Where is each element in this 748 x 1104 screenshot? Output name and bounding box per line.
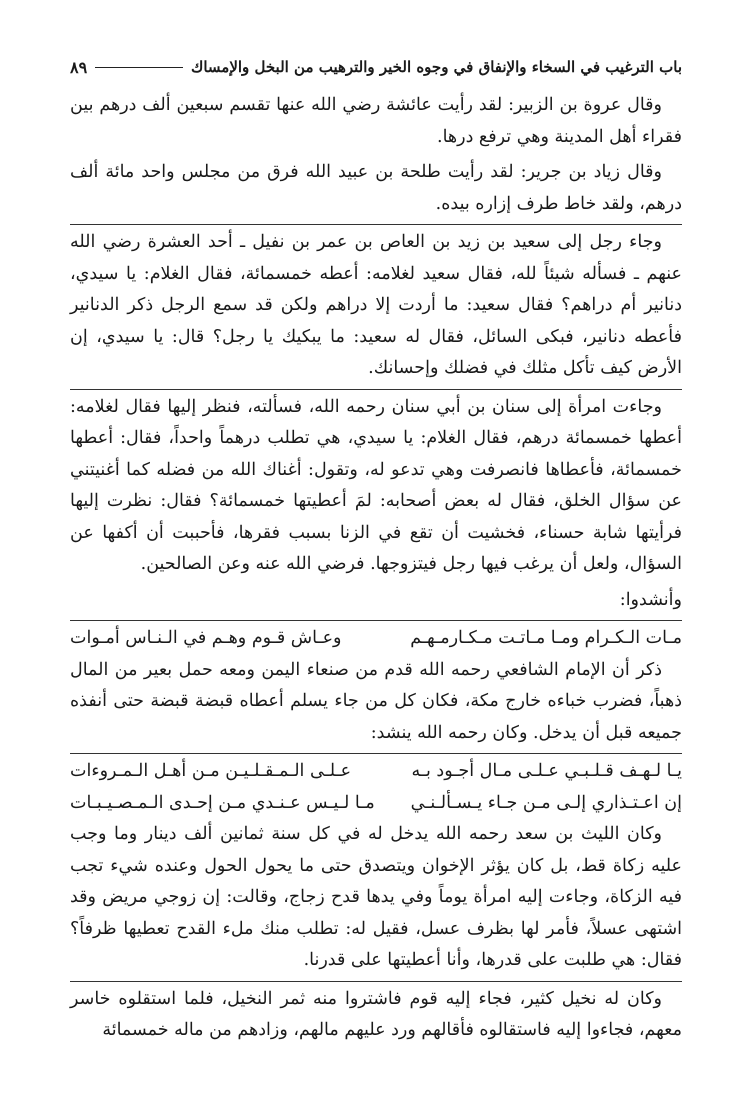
paragraph-ziyad: وقال زياد بن جرير: لقد رأيت طلحة بن عبيد الله فرق من مجلس واحد مائة ألف درهم، ولقد خاط طرف إزاره بيده. [70,162,682,214]
paragraph-urwa: وقال عروة بن الزبير: لقد رأيت عائشة رضي الله عنها تقسم سبعين ألف درهم بين فقراء أهل المدينة وهي ترفع درها. [70,95,682,147]
section-divider [70,620,682,621]
paragraph-said: وجاء رجل إلى سعيد بن زيد بن العاص بن عمر بن نفيل ـ أحد العشرة رضي الله عنهم ـ فسأله شيئاً لله، فقال سعيد لغلامه: أعطه خمسمائة، فقال الغلام: يا سيدي، دنانير أم دراهم؟ فقال سعيد: ما أردت إلا دراهم ولكن قد سمع الرجل ذكر الدنانير فأعطه دنانير، فبكى السائل، فقال له سعيد: ما يبكيك يا رجل؟ قال: يا سيدي، إن الأرض كيف تأكل مثلك في فضلك وإحسانك. [70,232,682,378]
section-divider [70,389,682,390]
paragraph-layth: وكان الليث بن سعد رحمه الله يدخل له في كل سنة ثمانين ألف دينار وما وجب عليه زكاة قط، بل كان يؤثر الإخوان ويتصدق حتى ما يحول الحول وعنده شيء تجب فيه الزكاة، وجاءت إليه امرأة يوماً وفي يدها قدح زجاج، وقالت: إن زوجي مريض وقد اشتهى عسلاً، فأمر لها بظرف عسل، فقيل له: تطلب منك ملء القدح تعطيها ظرفاً؟ فقال: هي طلبت على قدرها، وأنا أعطيتها على قدرنا. [70,824,682,970]
verse-hemistich-first: مـات الـكـرام ومـا مـاتـت مـكـارمـهـم [410,628,682,648]
chapter-title: باب الترغيب في السخاء والإنفاق في وجوه الخير والترهيب من البخل والإمساك [190,58,682,76]
paragraph-shafii: ذكر أن الإمام الشافعي رحمه الله قدم من صنعاء اليمن ومعه حمل بعير من المال ذهباً، فضرب خباءه خارج مكة، فكان كل من جاء يسلم أعطاه قبضة قبضة حتى أنفذه جميعه قبل أن يدخل. وكان رحمه الله ينشد: [70,659,682,743]
section-divider [70,224,682,225]
paragraph-sinan: وجاءت امرأة إلى سنان بن أبي سنان رحمه الله، فسألته، فنظر إليها فقال لغلامه: أعطها خمسمائة درهم، فقال الغلام: يا سيدي، هي تطلب درهماً واحداً، فقال: أعطها خمسمائة، فأعطاها فانصرفت وهي تدعو له، وتقول: أغناك الله من فضله كما أغنيتني عن سؤال الخلق، فقال له بعض أصحابه: لمَ أعطيتها خمسمائة؟ فقال: نظرت إليها فرأيتها شابة حسناء، فخشيت أن تقع في الزنا بسبب فقرها، فأحببت أن أكفها عن السؤال، ولعل أن يرغب فيها رجل فيتزوجها. فرضي الله عنه وعن الصالحين. [70,396,682,574]
paragraph-ansh: وأنشدوا: [619,589,682,610]
header-rule [95,67,183,68]
verse-hemistich-second: مـا لـيـس عـنـدي مـن إحـدى الـمـصـيـبـات [70,792,375,813]
verse-line [70,756,682,788]
verse-hemistich-second: عـلـى الـمـقـلـيـن مـن أهـل الـمـروءات [70,761,352,781]
page-number: ٨٩ [70,57,88,77]
verse-hemistich-first: يـا لـهـف قـلـبـي عـلـى مـال أجـود بـه [411,761,682,781]
section-divider [70,981,682,982]
verse-hemistich-second: وعـاش قـوم وهـم في الـنـاس أمـوات [70,628,342,648]
verse-line [70,623,682,655]
paragraph-palms: وكان له نخيل كثير، فجاء إليه قوم فاشتروا منه ثمر النخيل، فلما استقلوه خاسر معهم، فجاءوا إليه فاستقالوه فأقالهم ورد عليهم مالهم، وزادهم من ماله خمسمائة [70,988,682,1040]
section-divider [70,753,682,754]
page-body [70,90,682,1047]
verse-hemistich-first: إن اعـتـذاري إلـى مـن جـاء يـسـألـنـي [410,792,682,813]
running-header [70,54,682,80]
verse-line [70,788,682,820]
